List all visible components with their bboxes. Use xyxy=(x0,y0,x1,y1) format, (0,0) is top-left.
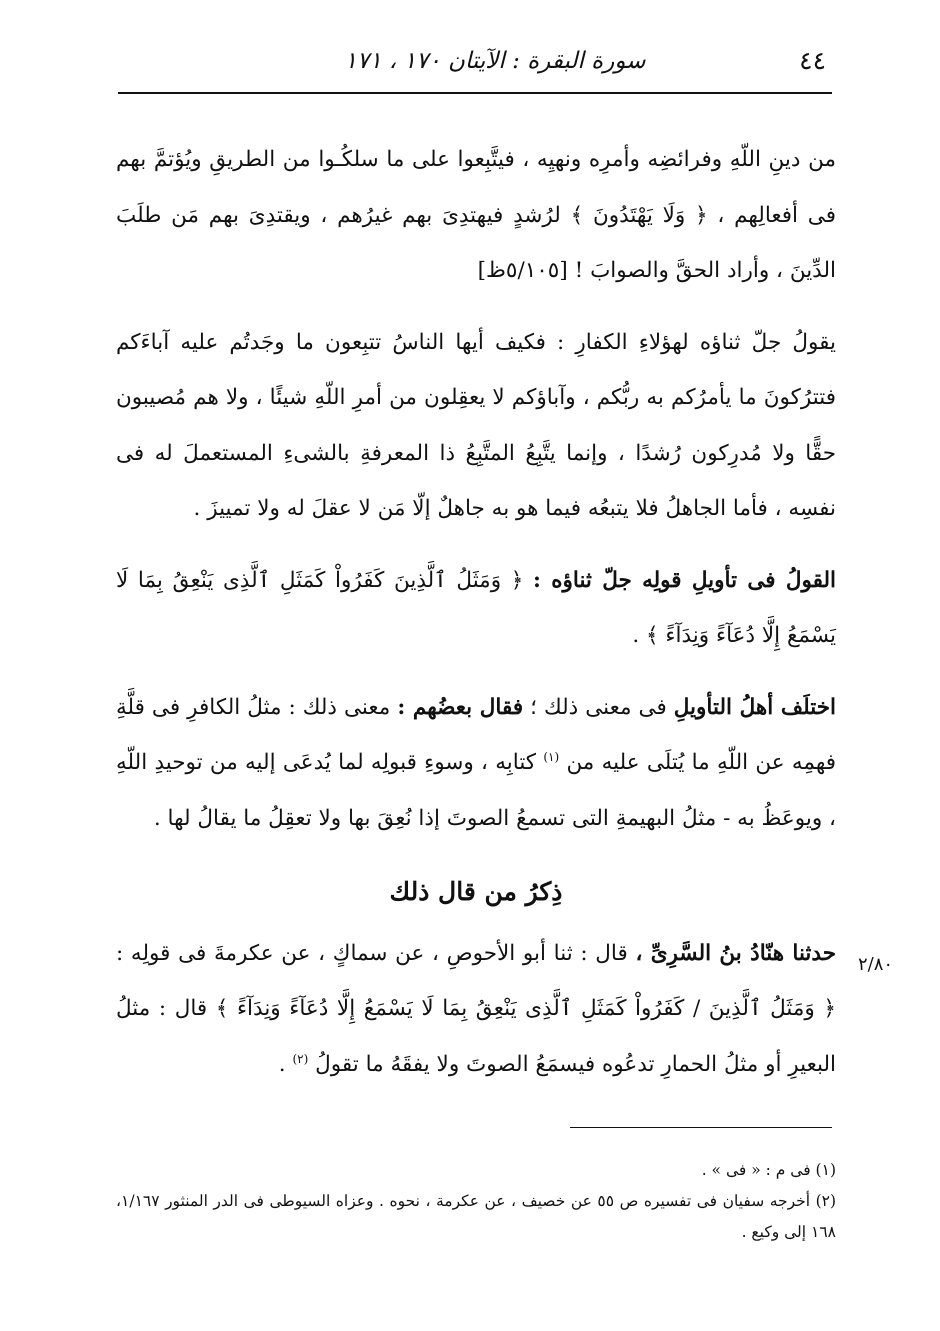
lead-phrase-1: اختلَف أهلُ التأويلِ xyxy=(673,694,836,720)
footnote-marker-2[interactable]: (٢) xyxy=(292,1051,309,1066)
manuscript-ref: [٥/١٠٥ظ] xyxy=(477,258,568,283)
paragraph-5-text-a: قال : ثنا أبو الأحوصِ ، عن سماكٍ ، عن عكرمةَ فى قولِه : xyxy=(116,940,628,966)
running-title: سورة البقرة : الآيتان ١٧٠ ، ١٧١ xyxy=(344,48,646,74)
paragraph-3 xyxy=(116,553,836,664)
paragraph-1 xyxy=(116,132,836,299)
page-number: ٤٤ xyxy=(799,46,826,75)
paragraph-5 xyxy=(116,926,836,1093)
tafsir-lead: القولُ فى تأويلِ قولِه جلّ ثناؤه : xyxy=(533,567,836,593)
section-heading: ذِكرُ من قال ذلك xyxy=(389,877,563,906)
footnote-marker-1[interactable]: (١) xyxy=(543,749,560,764)
paragraph-4-text-b: معنى ذلك : مثلُ الكافرِ فى قلَّةِ فهمِه عن اللّهِ ما يُتلَى عليه من xyxy=(116,694,837,775)
margin-reference: ٢/٨٠ xyxy=(858,954,894,975)
isnad-lead: حدثنا هنّادُ بنُ السَّرِىِّ ، xyxy=(635,940,836,966)
quran-verse: ﴿ وَمَثَلُ ٱلَّذِينَ كَفَرُواْ كَمَثَلِ ٱلَّذِى يَنْعِقُ بِمَا لَا يَسْمَعُ إِلَّا دُعَآءً وَنِدَآءً ﴾ . xyxy=(116,567,836,648)
lead-phrase-2: فقال بعضُهم : xyxy=(397,694,524,720)
paragraph-4-text-c: كتابِه ، وسوءِ قبولِه لما يُدعَى إليه من توحيدِ اللّهِ ، ويوعَظُ به - مثلُ البهيمةِ التى تسمعُ الصوتَ إذا نُعِقَ بها ولا تعقِلُ ما يقالُ لها . xyxy=(116,750,836,831)
footnote-divider xyxy=(570,1127,832,1128)
page-header xyxy=(118,40,832,94)
paragraph-4-text-a: فى معنى ذلك ؛ xyxy=(530,694,667,720)
paragraph-5-end: . xyxy=(278,1051,286,1077)
paragraph-4 xyxy=(116,680,836,847)
main-text xyxy=(116,132,836,1092)
paragraph-2: يقولُ جلّ ثناؤه لهؤلاءِ الكفارِ : فكيف أيها الناسُ تتبِعون ما وجَدتُم عليه آباءَكم فتترُكونَ ما يأمرُكم به ربُّكم ، وآباؤكم لا يعقِلون من أمرِ اللّهِ شيئًا ، ولا هم مُصيبون حقًّا ولا مُدرِكون رُشدًا ، وإنما يتَّبِعُ المتَّبِعُ ذا المعرفةِ بالشىءِ المستعملَ له فى نفسِه ، فأما الجاهلُ فلا يتبعُه فيما هو به جاهلٌ إلّا مَن لا عقلَ له ولا تمييزَ . xyxy=(116,329,836,521)
footnote-2: (٢) أخرجه سفيان فى تفسيره ص ٥٥ عن خصيف ، عن عكرمة ، نحوه . وعزاه السيوطى فى الدر المنثور ١/١٦٧، ١٦٨ إلى وكيع . xyxy=(116,1192,837,1241)
quran-verse-2: ﴿ وَمَثَلُ ٱلَّذِينَ / كَفَرُواْ كَمَثَلِ ٱلَّذِى يَنْعِقُ بِمَا لَا يَسْمَعُ إِلَّا دُعَآءً وَنِدَآءً ﴾ xyxy=(215,996,836,1021)
paragraph-5-text-b: قال : مثلُ البعيرِ أو مثلُ الحمارِ تدعُوه فيسمَعُ الصوتَ ولا يفقَهُ ما تقولُ xyxy=(116,996,836,1077)
footnotes xyxy=(116,1155,836,1248)
paragraph-1-text: من دينِ اللّهِ وفرائضِه وأمرِه ونهيِه ، فيتَّبِعوا على ما سلكُـوا من الطريقِ ويُؤتمَّ بهم فى أفعالِهم ، ﴿ وَلَا يَهْتَدُونَ ﴾ لرُشدٍ فيهتدِىَ بهم غيرُهم ، ويقتدِىَ بهم مَن طلَبَ الدِّينَ ، وأراد الحقَّ والصوابَ ! xyxy=(116,147,836,283)
footnote-1: (١) فى م : « فى » . xyxy=(701,1161,836,1179)
